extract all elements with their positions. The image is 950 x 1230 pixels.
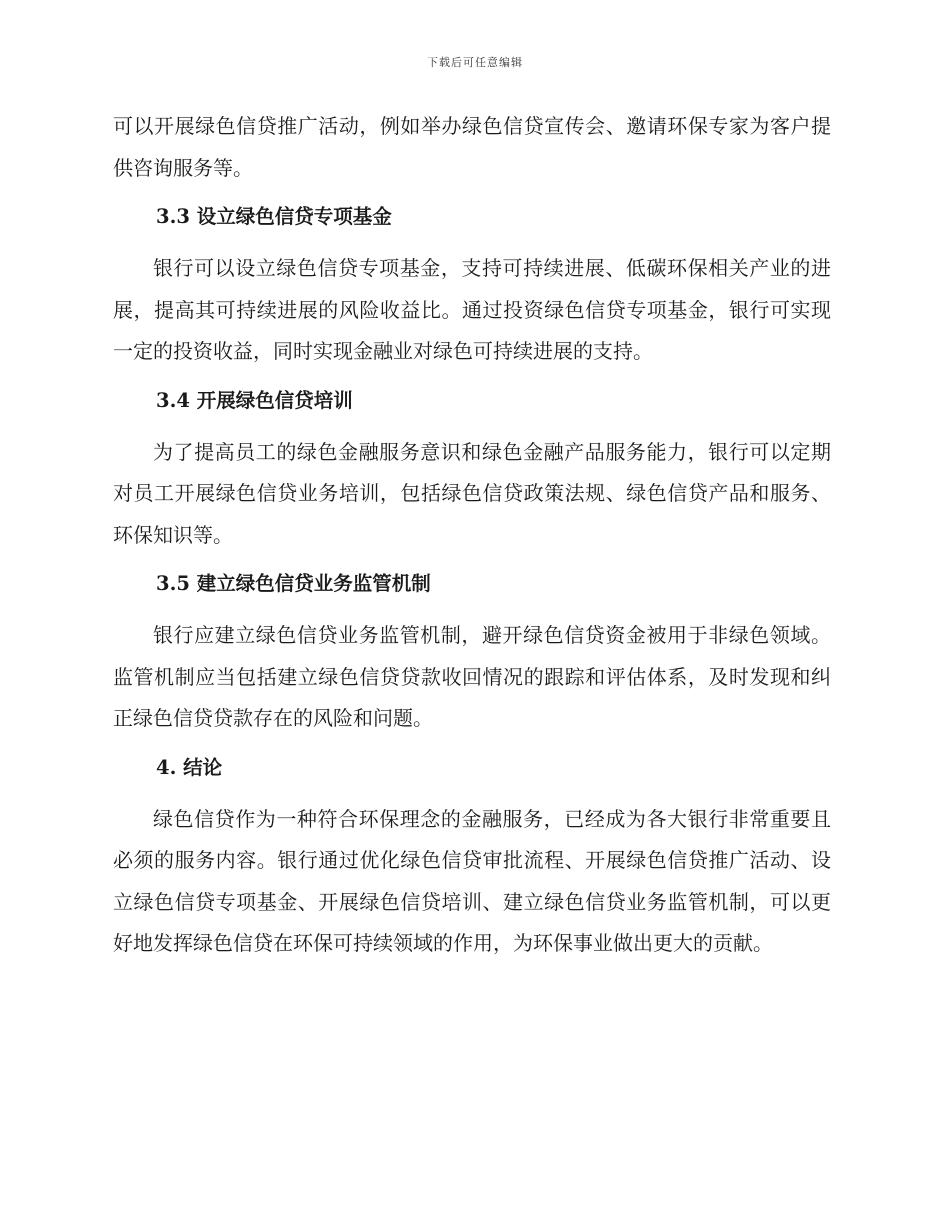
intro-paragraph: 可以开展绿色信贷推广活动，例如举办绿色信贷宣传会、邀请环保专家为客户提供咨询服务等。: [113, 114, 831, 180]
section-heading-conclusion: 4. 结论: [156, 755, 223, 779]
section-heading-3-3: 3.3 设立绿色信贷专项基金: [156, 205, 392, 228]
section-heading-3-4: 3.4 开展绿色信贷培训: [156, 388, 353, 412]
section-paragraph-conclusion: 绿色信贷作为一种符合环保理念的金融服务，已经成为各大银行非常重要且必须的服务内容。银行通过优化绿色信贷审批流程、开展绿色信贷推广活动、设立绿色信贷专项基金、开展绿色信贷培训、建立绿色信贷业务监管机制，可以更好地发挥绿色信贷在环保可持续领域的作用，为环保事业做出更大的贡献。: [113, 806, 831, 955]
section-paragraph-3-3: 银行可以设立绿色信贷专项基金，支持可持续进展、低碳环保相关产业的进展，提高其可持续进展的风险收益比。通过投资绿色信贷专项基金，银行可实现一定的投资收益，同时实现金融业对绿色可持续进展的支持。: [113, 256, 831, 363]
section-paragraph-3-5: 银行应建立绿色信贷业务监管机制，避开绿色信贷资金被用于非绿色领域。监管机制应当包括建立绿色信贷贷款收回情况的跟踪和评估体系，及时发现和纠正绿色信贷贷款存在的风险和问题。: [113, 623, 831, 730]
section-heading-3-5: 3.5 建立绿色信贷业务监管机制: [156, 572, 431, 595]
section-paragraph-3-4: 为了提高员工的绿色金融服务意识和绿色金融产品服务能力，银行可以定期对员工开展绿色信贷业务培训，包括绿色信贷政策法规、绿色信贷产品和服务、环保知识等。: [113, 439, 831, 547]
page-header: 下载后可任意编辑: [427, 56, 523, 69]
document-body: [113, 106, 831, 965]
